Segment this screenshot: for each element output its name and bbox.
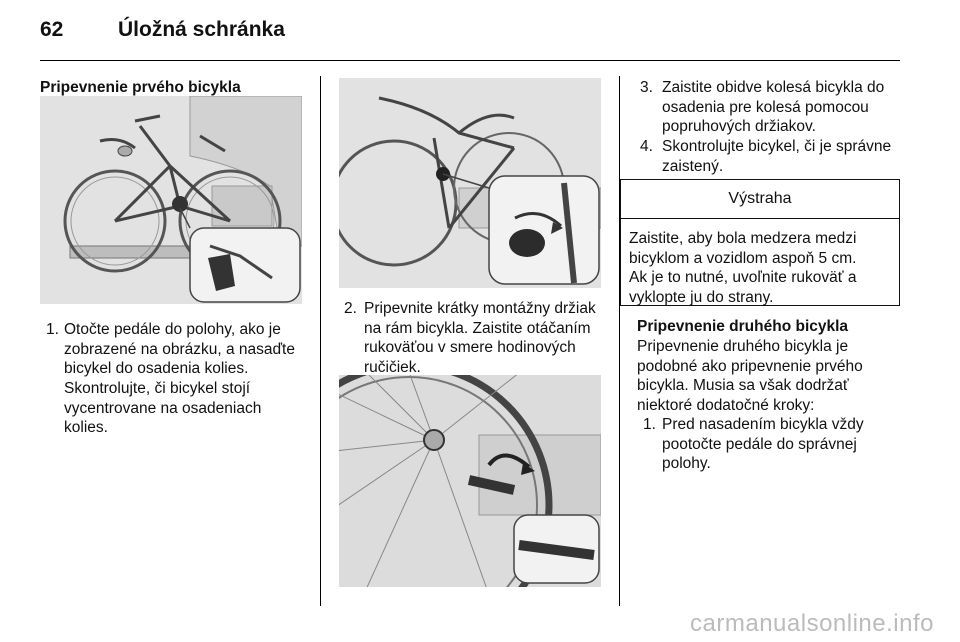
step-number-3: 3. [640, 79, 653, 96]
paragraph-line: podobné ako pripevnenie prvého [637, 357, 863, 375]
step-1-extra-line: vycentrovane na osadeniach [64, 399, 262, 417]
step-3-line: Zaistite obidve kolesá bicykla do [662, 79, 885, 96]
header-divider [40, 60, 900, 61]
illustration-mounting-bracket [339, 78, 601, 288]
step-5-line: polohy. [662, 455, 711, 472]
warning-line: Ak je to nutné, uvoľnite rukoväť a [629, 269, 857, 286]
step-4-line: zaistený. [662, 157, 724, 175]
step-number-1: 1. [46, 321, 59, 338]
step-1-extra-line: kolies. [64, 419, 108, 436]
step-2-line: Pripevnite krátky montážny držiak [364, 300, 596, 317]
step-3-line: osadenia pre kolesá pomocou [662, 98, 869, 116]
step-1-extra-line: Skontrolujte, či bicykel stojí [64, 380, 251, 397]
warning-line: bicyklom a vozidlom aspoň 5 cm. [629, 249, 857, 267]
step-1-line: zobrazené na obrázku, a nasaďte [64, 340, 295, 358]
paragraph-line: bicykla. Musia sa však dodržať [637, 377, 849, 394]
step-1-text [64, 320, 314, 379]
paragraph-line: niektoré dodatočné kroky: [637, 396, 815, 414]
section-heading-first-bicycle: Pripevnenie prvého bicykla [40, 79, 241, 96]
step-5-text [662, 415, 912, 474]
section-heading-second-bicycle: Pripevnenie druhého bicykla [637, 318, 849, 335]
step-5-line: pootočte pedále do správnej [662, 435, 857, 453]
warning-box [620, 179, 900, 306]
paragraph-line: Pripevnenie druhého bicykla je [637, 338, 849, 355]
step-4-text [662, 137, 912, 176]
step-4-line: Skontrolujte bicykel, či je správne [662, 138, 892, 155]
warning-text [621, 219, 899, 317]
column-divider-2 [619, 76, 620, 606]
step-3-line: popruhových držiakov. [662, 118, 816, 135]
page-title: Úložná schránka [118, 18, 285, 41]
second-bicycle-paragraph [637, 337, 907, 415]
step-5-line: Pred nasadením bicykla vždy [662, 416, 864, 433]
warning-line: vyklopte ju do strany. [629, 288, 774, 306]
step-3-text [662, 78, 912, 137]
warning-line: Zaistite, aby bola medzera medzi [629, 230, 857, 247]
column-divider-1 [320, 76, 321, 606]
step-1-line: bicykel do osadenia kolies. [64, 360, 249, 377]
watermark: carmanualsonline.info [690, 610, 934, 637]
warning-title: Výstraha [621, 180, 899, 219]
illustration-wheel-strap [339, 375, 601, 587]
step-number-4: 4. [640, 138, 653, 155]
page-number: 62 [40, 18, 64, 41]
step-number-5: 1. [643, 416, 656, 433]
step-2-text [364, 299, 614, 377]
illustration-first-bicycle [40, 96, 302, 304]
step-number-2: 2. [344, 300, 357, 317]
step-1-extra-text [64, 379, 314, 438]
step-2-line: na rám bicykla. Zaistite otáčaním [364, 319, 591, 337]
step-2-line: ručičiek. [364, 358, 421, 376]
step-1-line: Otočte pedále do polohy, ako je [64, 321, 281, 338]
step-2-line: rukoväťou v smere hodinových [364, 339, 576, 356]
